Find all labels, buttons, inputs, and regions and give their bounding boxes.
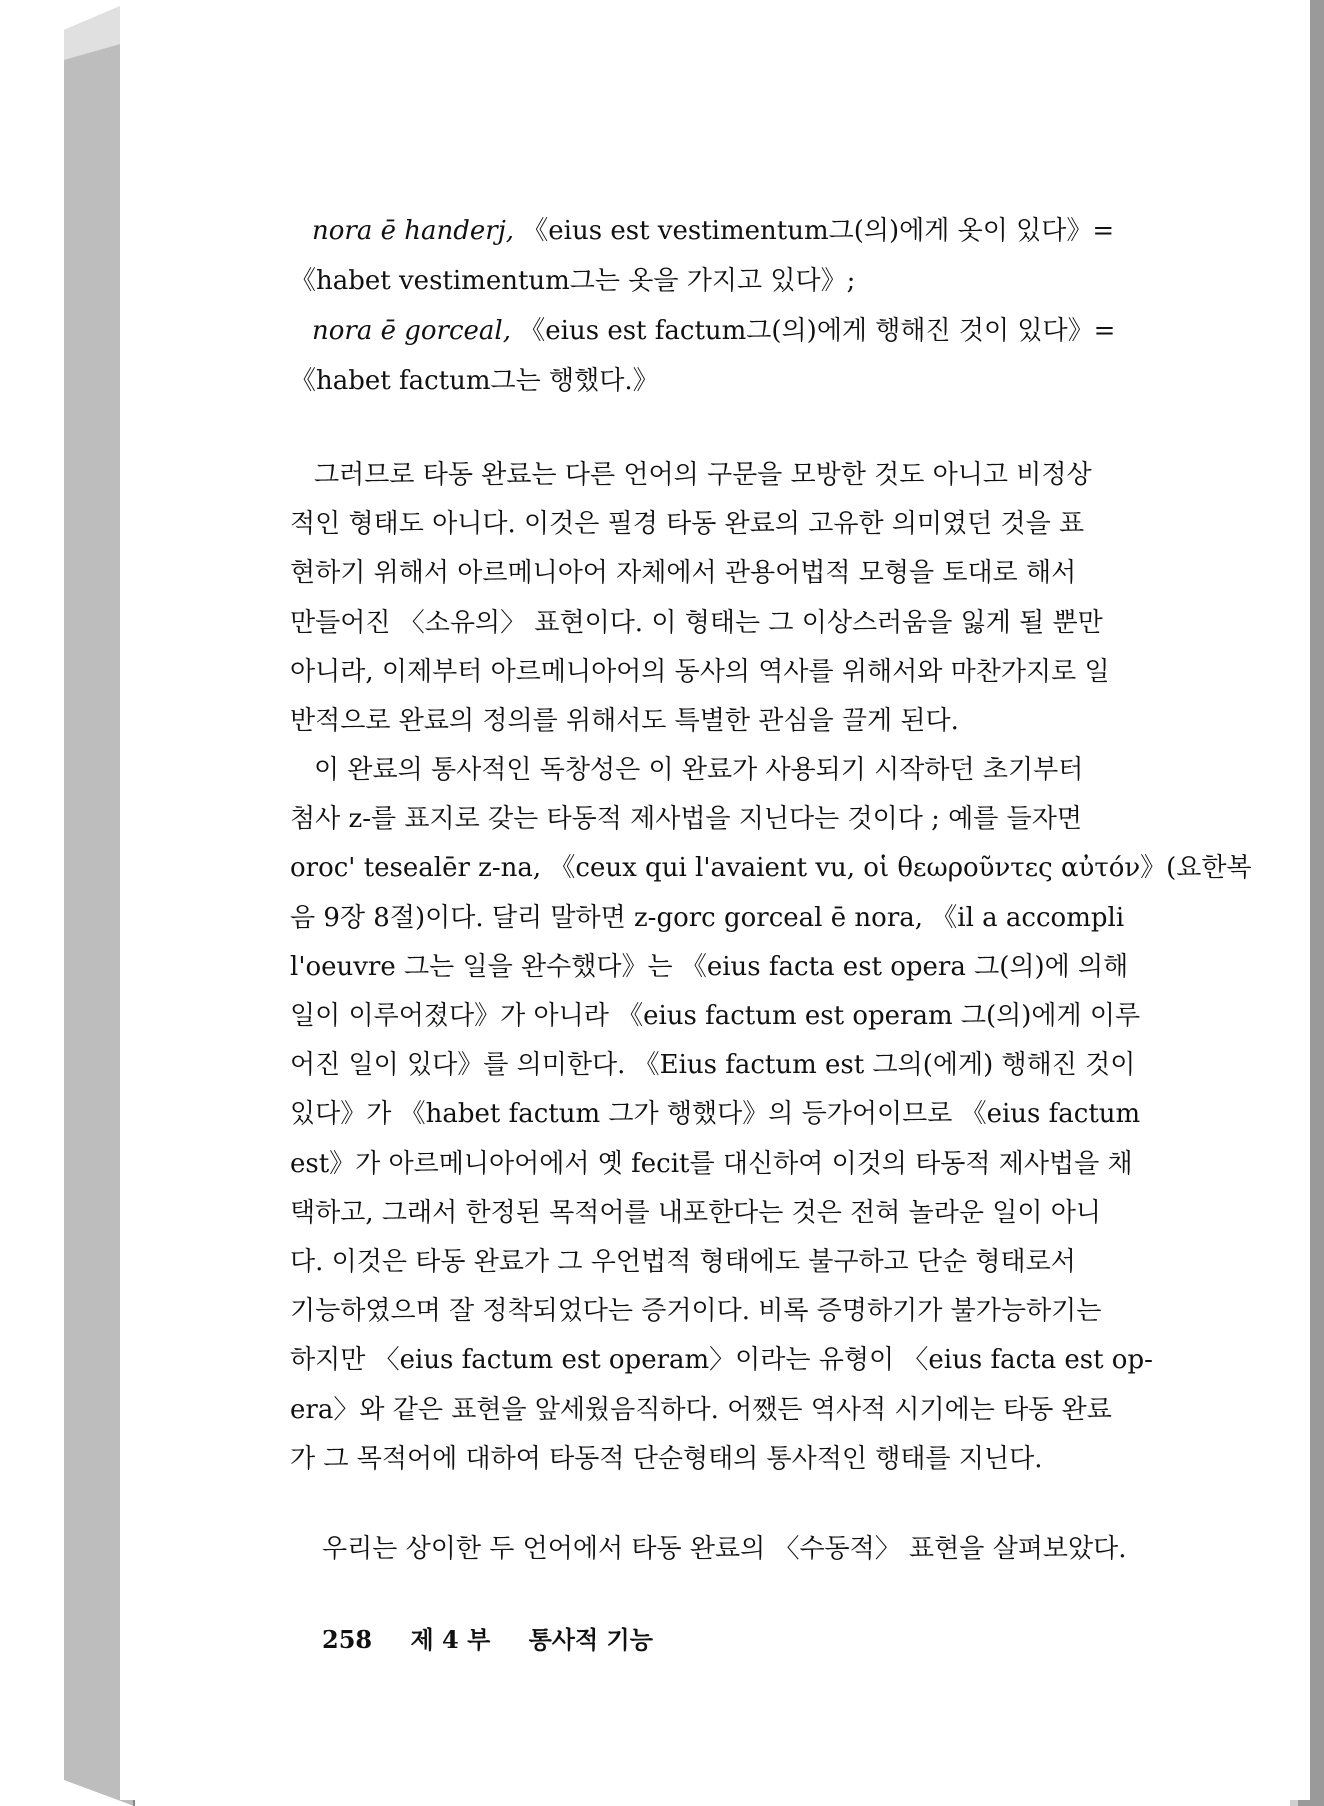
text-line: 첨사 z-를 표지로 갖는 타동적 제사법을 지닌다는 것이다 ; 예를 들자면 <box>290 804 1083 835</box>
text-line: l'oeuvre 그는 일을 완수했다》는 《eius facta est opera 그(의)에 의해 <box>290 951 1129 982</box>
example-gloss: 《eius est factum그(의)에게 행해진 것이 있다》= <box>511 316 1116 346</box>
page-number: 258 <box>322 1625 373 1654</box>
example-gloss: 《habet vestimentum그는 옷을 가지고 있다》; <box>290 266 856 296</box>
text-line: 있다》가 《habet factum 그가 행했다》의 등가어이므로 《eius factum <box>290 1099 1141 1130</box>
example-line <box>290 368 659 394</box>
text-line: 그러므로 타동 완료는 다른 언어의 구문을 모방한 것도 아니고 비정상 <box>314 460 1092 490</box>
example-gloss: 《habet factum그는 행했다.》 <box>290 366 659 396</box>
example-line <box>312 218 1114 244</box>
text-line: 기능하였으며 잘 정착되었다는 증거이다. 비록 증명하기가 불가능하기는 <box>290 1296 1102 1327</box>
text-line: 음 9장 8절)이다. 달리 말하면 z-gorc gorceal ē nora, 《il a accompli <box>290 902 1125 933</box>
text-line: 아니라, 이제부터 아르메니아어의 동사의 역사를 위해서와 마찬가지로 일 <box>290 656 1110 687</box>
page-footer <box>322 1620 683 1655</box>
text-line: 다. 이것은 타동 완료가 그 우언법적 형태에도 불구하고 단순 형태로서 <box>290 1247 1076 1277</box>
example-term: nora ē gorceal, <box>312 316 511 346</box>
text-line: est》가 아르메니아어에서 옛 fecit를 대신하여 이것의 타동적 제사법을 채 <box>290 1148 1133 1179</box>
example-gloss: 《eius est vestimentum그(의)에게 옷이 있다》= <box>514 216 1115 246</box>
text-line: 만들어진 〈소유의〉 표현이다. 이 형태는 그 이상스러움을 잃게 될 뿐만 <box>290 607 1103 638</box>
example-term: nora ē handerj, <box>312 216 515 246</box>
text-line: 가 그 목적어에 대하여 타동적 단순형태의 통사적인 행태를 지닌다. <box>290 1443 1043 1474</box>
part-label: 제 4 부 <box>410 1625 491 1654</box>
chapter-title: 통사적 기능 <box>528 1625 653 1654</box>
text-line: 일이 이루어졌다》가 아니라 《eius factum est operam 그(의)에게 이루 <box>290 1001 1141 1031</box>
text-line: 현하기 위해서 아르메니아어 자체에서 관용어법적 모형을 토대로 해서 <box>290 558 1077 589</box>
text-line: 적인 형태도 아니다. 이것은 필경 타동 완료의 고유한 의미였던 것을 표 <box>290 509 1085 540</box>
text-line: 반적으로 완료의 정의를 위해서도 특별한 관심을 끌게 된다. <box>290 706 959 736</box>
text-line: 택하고, 그래서 한정된 목적어를 내포한다는 것은 전혀 놀라운 일이 아니 <box>290 1197 1102 1228</box>
text-line: 하지만 〈eius factum est operam〉이라는 유형이 〈eius facta est op- <box>290 1345 1153 1376</box>
example-line <box>290 268 855 294</box>
closing-sentence: 우리는 상이한 두 언어에서 타동 완료의 〈수동적〉 표현을 살펴보았다. <box>322 1534 1127 1564</box>
text-line: 어진 일이 있다》를 의미한다. 《Eius factum est 그의(에게) 행해진 것이 <box>290 1050 1136 1081</box>
text-line: era〉와 같은 표현을 앞세웠음직하다. 어쨌든 역사적 시기에는 타동 완료 <box>290 1394 1112 1425</box>
example-line <box>312 318 1115 344</box>
text-line: oroc' tesealēr z-na, 《ceux qui l'avaient vu, οἱ θεωροῦντες αὐτόν》(요한복 <box>290 853 1252 884</box>
text-line: 이 완료의 통사적인 독창성은 이 완료가 사용되기 시작하던 초기부터 <box>314 755 1084 785</box>
